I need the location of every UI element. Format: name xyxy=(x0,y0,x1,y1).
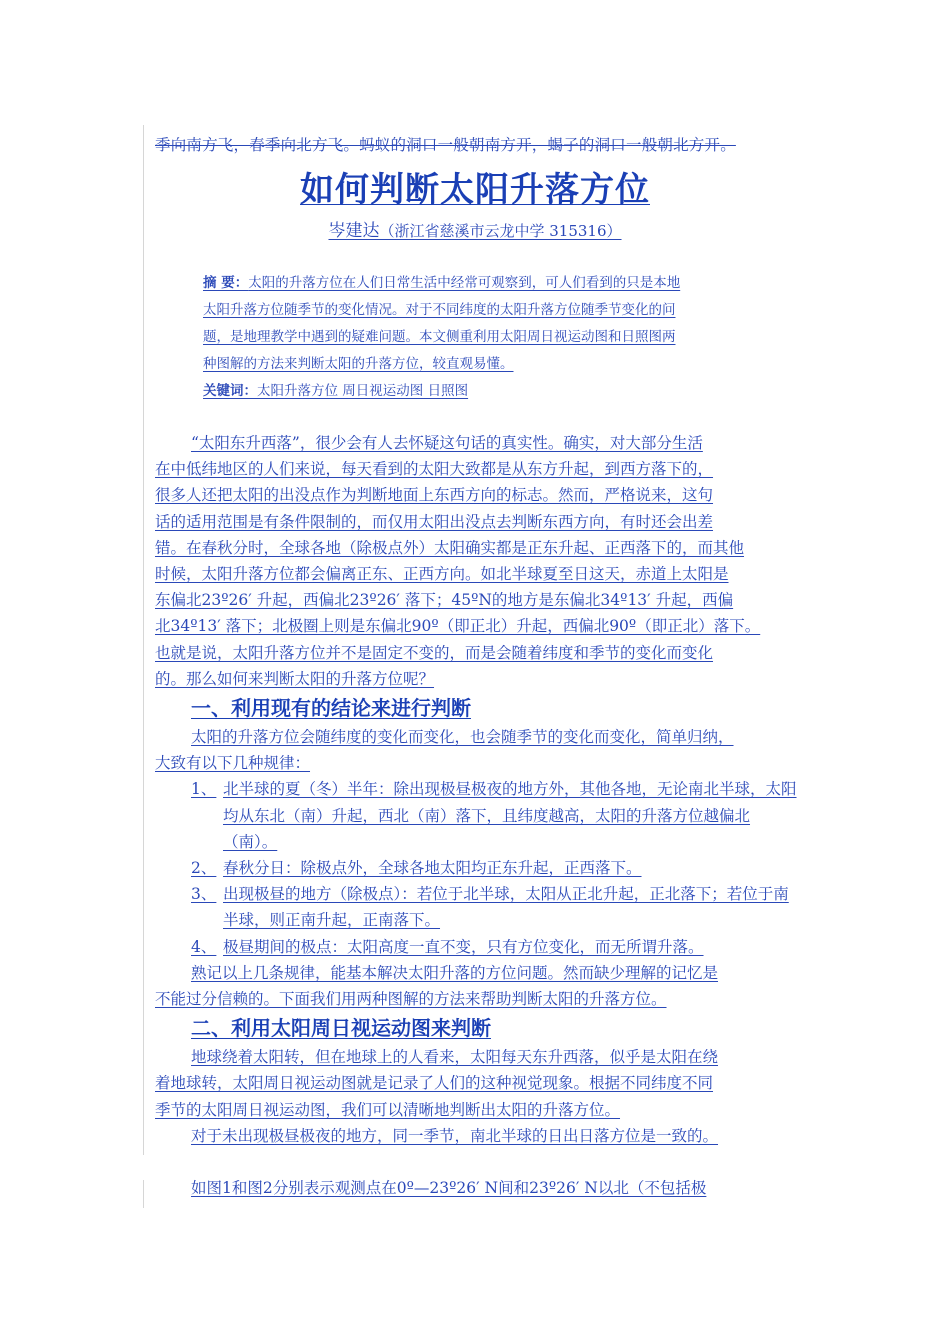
section-heading-1: 一、利用现有的结论来进行判断 xyxy=(191,696,471,721)
body-line: “太阳东升西落”，很少会有人去怀疑这句话的真实性。确实，对大部分生活 xyxy=(191,434,703,452)
list-text: 北半球的夏（冬）半年：除出现极昼极夜的地方外，其他各地，无论南北半球，太阳均从东北（南）升起，西北（南）落下，且纬度越高，太阳的升落方位越偏北（南）。 xyxy=(223,780,797,851)
body-line: 时候，太阳升落方位都会偏离正东、正西方向。如北半球夏至日这天，赤道上太阳是 xyxy=(155,565,729,584)
body-line: 不能过分信赖的。下面我们用两种图解的方法来帮助判断太阳的升落方位。 xyxy=(155,990,667,1009)
keywords: 太阳升落方位 周日视运动图 日照图 xyxy=(257,383,469,399)
list-number: 4、 xyxy=(191,937,217,956)
body-line: 对于未出现极昼极夜的地方，同一季节，南北半球的日出日落方位是一致的。 xyxy=(191,1126,719,1145)
list-item xyxy=(191,776,800,855)
body-line: 的。那么如何来判断太阳的升落方位呢？ xyxy=(155,669,435,688)
abstract-block xyxy=(203,270,763,405)
body-line: 季节的太阳周日视运动图，我们可以清晰地判断出太阳的升落方位。 xyxy=(155,1100,621,1119)
keywords-line xyxy=(203,378,763,405)
blank-line xyxy=(155,1149,800,1175)
body-line: 很多人还把太阳的出没点作为判断地面上东西方向的标志。然而，严格说来，这句 xyxy=(155,486,714,505)
margin-line xyxy=(143,125,144,1155)
abstract-line: 摘 要：太阳的升落方位在人们日常生活中经常可观察到，可人们看到的只是本地 xyxy=(203,275,681,291)
body-line: 错。在春秋分时，全球各地（除极点外）太阳确实都是正东升起、正西落下的，而其他 xyxy=(155,538,745,557)
body-line: 太阳的升落方位会随纬度的变化而变化，也会随季节的变化而变化，简单归纳， xyxy=(191,728,734,747)
author-affiliation: （浙江省慈溪市云龙中学 315316） xyxy=(379,222,622,240)
list-text: 春秋分日：除极点外，全球各地太阳均正东升起，正西落下。 xyxy=(223,859,642,878)
body-line: 熟记以上几条规律，能基本解决太阳升落的方位问题。然而缺少理解的记忆是 xyxy=(191,963,719,982)
list-item xyxy=(191,881,800,933)
body-line: 如图1和图2分别表示观测点在0º—23º26′ N间和23º26′ N以北（不包括极 xyxy=(191,1179,707,1198)
body-line: 在中低纬地区的人们来说，每天看到的太阳大致都是从东方升起，到西方落下的， xyxy=(155,460,714,479)
body-line: 大致有以下几种规律： xyxy=(155,754,311,773)
author-line xyxy=(0,216,950,241)
abstract-line: 题，是地理教学中遇到的疑难问题。本文侧重利用太阳周日视运动图和日照图两 xyxy=(203,329,676,345)
article-body xyxy=(155,430,800,1201)
body-line: 地球绕着太阳转，但在地球上的人看来，太阳每天东升西落，似乎是太阳在绕 xyxy=(191,1048,719,1067)
list-text: 出现极昼的地方（除极点）：若位于北半球，太阳从正北升起，正北落下；若位于南半球，则正南升起，正南落下。 xyxy=(223,885,789,930)
abstract-label: 摘 要： xyxy=(203,275,249,291)
list-number: 2、 xyxy=(191,859,217,878)
list-item xyxy=(191,934,800,960)
list-text: 极昼期间的极点：太阳高度一直不变，只有方位变化，而无所谓升落。 xyxy=(223,937,704,956)
body-line: 也就是说，太阳升落方位并不是固定不变的，而是会随着纬度和季节的变化而变化 xyxy=(155,643,714,662)
list-number: 3、 xyxy=(191,885,217,904)
body-line: 东偏北23º26′ 升起，西偏北23º26′ 落下；45ºN的地方是东偏北34º13′ 升起，西偏 xyxy=(155,591,734,610)
body-line: 话的适用范围是有条件限制的，而仅用太阳出没点去判断东西方向，有时还会出差 xyxy=(155,512,714,531)
page-title: 如何判断太阳升落方位 xyxy=(300,170,650,210)
author-name: 岑建达 xyxy=(328,221,380,241)
margin-line-lower xyxy=(143,1180,144,1208)
body-line: 着地球转，太阳周日视运动图就是记录了人们的这种视觉现象。根据不同纬度不同 xyxy=(155,1074,714,1093)
section-heading-2: 二、利用太阳周日视运动图来判断 xyxy=(191,1016,491,1041)
deleted-text-line: 季向南方飞，春季向北方飞。蚂蚁的洞口一般朝南方开，蝎子的洞口一般朝北方开。 xyxy=(155,136,736,154)
list-number: 1、 xyxy=(191,780,217,799)
body-line: 北34º13′ 落下；北极圈上则是东偏北90º（即正北）升起，西偏北90º（即正北）落下。 xyxy=(155,617,761,636)
keywords-label: 关键词： xyxy=(203,383,257,399)
list-item xyxy=(191,855,800,881)
abstract-line: 太阳升落方位随季节的变化情况。对于不同纬度的太阳升落方位随季节变化的问 xyxy=(203,302,676,318)
abstract-line: 种图解的方法来判断太阳的升落方位，较直观易懂。 xyxy=(203,356,514,372)
